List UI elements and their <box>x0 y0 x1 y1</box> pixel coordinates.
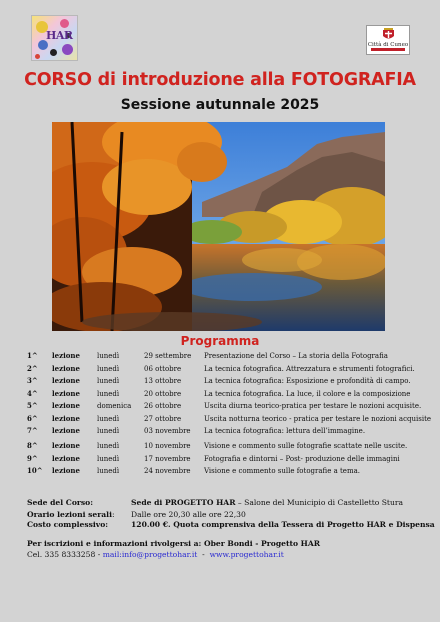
contact-separator: - <box>197 550 210 559</box>
lesson-label: lezione <box>52 441 80 450</box>
table-row <box>0 363 440 375</box>
lesson-number: 8^ <box>27 441 38 450</box>
lesson-date: 10 novembre <box>144 442 191 450</box>
lesson-description: La tecnica fotografica: lettura dell’immagine. <box>204 427 366 435</box>
cuneo-crest-icon <box>382 28 395 41</box>
lesson-number: 7^ <box>27 426 38 435</box>
lesson-date: 13 ottobre <box>144 377 182 385</box>
lesson-label: lezione <box>52 388 80 398</box>
lesson-label: lezione <box>52 426 80 435</box>
lesson-date: 06 ottobre <box>144 364 182 373</box>
costo-label: Costo complessivo: <box>27 520 109 529</box>
lesson-description: Uscita notturna teorico - pratica per testare le nozioni acquisite <box>204 414 432 423</box>
lesson-day: lunedì <box>97 389 120 398</box>
lesson-label: lezione <box>52 413 80 423</box>
progetto-har-logo <box>31 15 78 61</box>
website-link[interactable]: www.progettohar.it <box>209 550 284 559</box>
lesson-date: 03 novembre <box>144 427 191 435</box>
email-link[interactable]: mail:info@progettohar.it <box>102 550 198 559</box>
lesson-label: lezione <box>52 401 80 410</box>
contact-line <box>27 550 284 559</box>
lesson-description: Visione e commento sulle fotografie a tema. <box>204 467 360 475</box>
orario-colon: : <box>111 510 115 519</box>
table-row <box>0 400 440 412</box>
lesson-day: lunedì <box>97 414 120 423</box>
lesson-date: 27 ottobre <box>144 414 182 423</box>
lesson-date: 20 ottobre <box>144 389 182 398</box>
lesson-description: Presentazione del Corso – La storia della Fotografia <box>204 352 388 360</box>
table-row <box>0 375 440 387</box>
sede-value <box>131 498 403 507</box>
lesson-day: lunedì <box>97 352 120 360</box>
table-row <box>0 413 440 425</box>
contact-heading: Per iscrizioni e informazioni rivolgersi a: Ober Bondi - Progetto HAR <box>27 539 321 548</box>
lesson-description: La tecnica fotografica: Esposizione e profondità di campo. <box>204 377 411 385</box>
lesson-label: lezione <box>52 351 80 360</box>
table-row <box>0 453 440 465</box>
lesson-description: Fotografia e dintorni – Post- produzione delle immagini <box>204 454 400 463</box>
lesson-number: 4^ <box>27 388 38 398</box>
lesson-day: lunedì <box>97 427 120 435</box>
orario-label-bold: Orario lezioni serali <box>27 510 112 519</box>
sede-label: Sede del Corso: <box>27 498 94 507</box>
autumn-lake-photo <box>52 122 385 331</box>
page-subtitle: Sessione autunnale 2025 <box>120 97 320 113</box>
table-row <box>0 465 440 477</box>
lesson-number: 5^ <box>27 401 38 410</box>
table-row <box>0 388 440 400</box>
lesson-day: lunedì <box>97 377 120 385</box>
lesson-date: 24 novembre <box>144 467 191 475</box>
lesson-description: La tecnica fotografica. La luce, il colore e la composizione <box>204 389 411 398</box>
page-title: CORSO di introduzione alla FOTOGRAFIA <box>24 70 416 90</box>
lesson-label: lezione <box>52 363 80 373</box>
sede-value-rest: – Salone del Municipio di Castelletto Stura <box>235 498 404 507</box>
lesson-day: lunedì <box>97 442 120 450</box>
city-logo-label: Città di Cuneo <box>367 42 409 48</box>
city-logo-bar <box>371 48 405 51</box>
har-logo-text: HAR <box>46 29 73 42</box>
lesson-description: La tecnica fotografica. Attrezzatura e strumenti fotografici. <box>204 364 415 373</box>
lesson-description: Visione e commento sulle fotografie scattate nelle uscite. <box>204 442 408 450</box>
phone-text: Cel. 335 8333258 - <box>27 550 103 559</box>
lesson-number: 3^ <box>27 376 38 385</box>
orario-label <box>27 510 115 519</box>
lesson-label: lezione <box>52 376 80 385</box>
lesson-number: 6^ <box>27 413 38 423</box>
lesson-number: 1^ <box>27 351 38 360</box>
sede-value-bold: Sede di PROGETTO HAR <box>131 498 236 507</box>
lesson-day: lunedì <box>97 467 120 475</box>
lesson-number: 9^ <box>27 453 38 463</box>
lesson-date: 26 ottobre <box>144 402 182 410</box>
programma-heading: Programma <box>180 334 260 348</box>
lesson-number: 10^ <box>27 466 43 475</box>
orario-value: Dalle ore 20,30 alle ore 22,30 <box>131 510 246 519</box>
table-row <box>0 350 440 362</box>
autumn-lake-illustration <box>52 122 385 331</box>
lesson-label: lezione <box>52 466 80 475</box>
lesson-day: lunedì <box>97 364 120 373</box>
table-row <box>0 425 440 437</box>
lesson-day: lunedì <box>97 454 120 463</box>
costo-value: 120.00 €. Quota comprensiva della Tessera di Progetto HAR e Dispensa <box>131 520 435 529</box>
lesson-date: 17 novembre <box>144 454 191 463</box>
lesson-day: domenica <box>97 402 132 410</box>
table-row <box>0 440 440 452</box>
lesson-date: 29 settembre <box>144 352 192 360</box>
lesson-description: Uscita diurna teorico-pratica per testare le nozioni acquisite. <box>204 402 422 410</box>
citta-di-cuneo-logo <box>366 25 410 55</box>
lesson-label: lezione <box>52 453 80 463</box>
lesson-number: 2^ <box>27 363 38 373</box>
